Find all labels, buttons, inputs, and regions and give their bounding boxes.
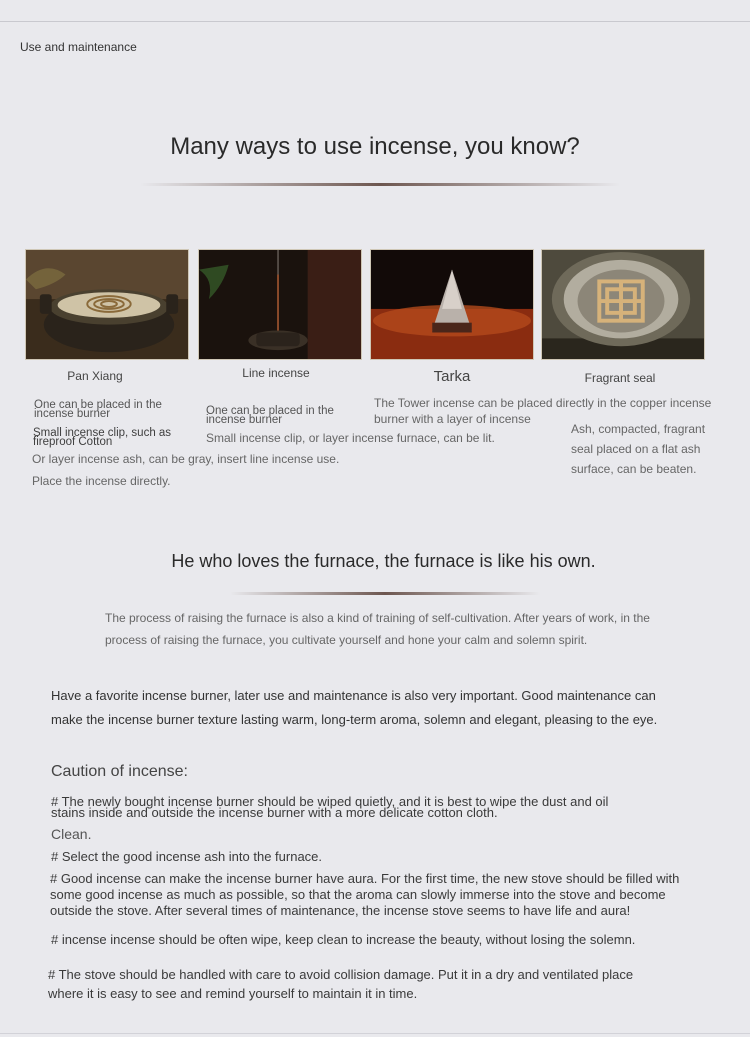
heading-divider bbox=[140, 183, 620, 186]
fragrant-seal-desc-line: seal placed on a flat ash bbox=[571, 442, 701, 456]
method-name-tarka: Tarka bbox=[433, 368, 471, 385]
tarka-desc-line: burner with a layer of incense bbox=[374, 412, 531, 426]
method-name-pan-xiang: Pan Xiang bbox=[67, 369, 123, 383]
top-divider bbox=[0, 21, 750, 22]
subheading: He who loves the furnace, the furnace is like his own. bbox=[171, 551, 596, 571]
pan-xiang-desc-line: Place the incense directly. bbox=[32, 474, 171, 488]
stick-incense-photo bbox=[198, 249, 362, 360]
pan-xiang-desc-line: Small incense clip, such as bbox=[33, 427, 172, 439]
seal-incense-photo bbox=[541, 249, 705, 360]
line-incense-desc-line: Small incense clip, or layer incense furnace, can be lit. bbox=[206, 431, 495, 445]
section-label: Use and maintenance bbox=[20, 40, 137, 54]
intro-line: process of raising the furnace, you cultivate yourself and hone your calm and solemn spirit. bbox=[105, 633, 588, 647]
pan-xiang-desc-line: fireproof Cotton bbox=[33, 436, 113, 448]
coil-incense-in-bowl-photo bbox=[25, 249, 189, 360]
pan-xiang-desc-line: incense burner bbox=[34, 408, 111, 420]
fragrant-seal-desc-line: surface, can be beaten. bbox=[571, 462, 697, 476]
caution-item: stains inside and outside the incense burner with a more delicate cotton cloth. bbox=[51, 805, 498, 820]
caution-item: Clean. bbox=[51, 826, 92, 842]
fragrant-seal-desc-line: Ash, compacted, fragrant bbox=[571, 422, 706, 436]
subheading-divider bbox=[230, 592, 540, 595]
bottom-divider bbox=[0, 1033, 750, 1034]
caution-item: some good incense as much as possible, so that the aroma can slowly immerse into the stove and become bbox=[50, 887, 666, 902]
line-incense-desc-line: One can be placed in the bbox=[206, 405, 334, 417]
pan-xiang-desc-line: One can be placed in the bbox=[34, 399, 162, 411]
body-line: Have a favorite incense burner, later use and maintenance is also very important. Good maintenance can bbox=[51, 688, 656, 703]
caution-item: # The stove should be handled with care to avoid collision damage. Put it in a dry and ventilated place bbox=[48, 967, 634, 982]
caution-item: where it is easy to see and remind yourself to maintain it in time. bbox=[48, 986, 418, 1001]
caution-item: # The newly bought incense burner should be wiped quietly, and it is best to wipe the dust and oil bbox=[51, 794, 609, 809]
caution-item: # incense incense should be often wipe, keep clean to increase the beauty, without losing the solemn. bbox=[51, 932, 636, 947]
tarka-desc-line: The Tower incense can be placed directly in the copper incense bbox=[374, 396, 712, 410]
body-line: make the incense burner texture lasting warm, long-term aroma, solemn and elegant, pleasing to the eye. bbox=[51, 712, 658, 727]
caution-item: # Good incense can make the incense burner have aura. For the first time, the new stove should be filled with bbox=[50, 871, 680, 886]
pan-xiang-desc-line: Or layer incense ash, can be gray, insert line incense use. bbox=[32, 452, 340, 466]
method-name-fragrant-seal: Fragrant seal bbox=[584, 371, 656, 385]
intro-line: The process of raising the furnace is also a kind of training of self-cultivation. After years of work, in the bbox=[105, 611, 650, 625]
caution-title: Caution of incense: bbox=[51, 763, 188, 780]
line-incense-desc-line: incense burner bbox=[206, 414, 283, 426]
caution-item: # Select the good incense ash into the furnace. bbox=[51, 849, 323, 864]
cone-incense-photo bbox=[370, 249, 534, 360]
caution-item: outside the stove. After several times of maintenance, the incense stove seems to have life and aura! bbox=[50, 903, 631, 918]
method-name-line-incense: Line incense bbox=[242, 366, 310, 380]
page-heading: Many ways to use incense, you know? bbox=[170, 133, 580, 160]
